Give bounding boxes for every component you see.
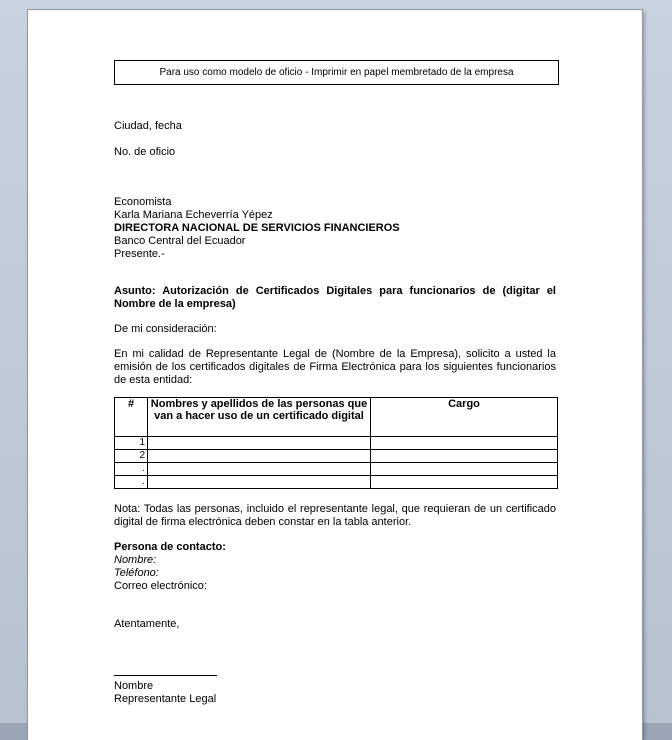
table-row — [115, 463, 558, 476]
recipient-title: Economista — [114, 196, 172, 208]
signature-role: Representante Legal — [114, 693, 217, 705]
office-number: No. de oficio — [114, 146, 176, 158]
recipient-institution: Banco Central del Ecuador — [114, 235, 246, 247]
table-row — [115, 450, 558, 463]
subject-line: Asunto: Autorización de Certificados Digitales para funcionarios de (digitar el Nombre de la empresa) — [114, 285, 556, 310]
table-cell-cargo[interactable] — [371, 437, 558, 450]
contact-email: Correo electrónico: — [114, 580, 207, 592]
table-cell-name[interactable] — [148, 463, 371, 476]
signature-name: Nombre — [114, 680, 154, 692]
table-cell-number[interactable]: 2 — [115, 450, 148, 463]
table-row — [115, 476, 558, 489]
table-row — [115, 437, 558, 450]
contact-heading: Persona de contacto: — [114, 541, 226, 553]
city-date: Ciudad, fecha — [114, 120, 182, 132]
recipient-name: Karla Mariana Echeverría Yépez — [114, 209, 273, 221]
template-banner: Para uso como modelo de oficio - Imprimir en papel membretado de la empresa — [114, 60, 559, 85]
closing: Atentamente, — [114, 618, 180, 630]
recipient-presente: Presente.- — [114, 248, 165, 260]
table-header-names: Nombres y apellidos de las personas que van a hacer uso de un certificado digital — [148, 398, 371, 437]
contact-name: Nombre: — [114, 554, 157, 566]
table-cell-cargo[interactable] — [371, 476, 558, 489]
table-cell-cargo[interactable] — [371, 463, 558, 476]
table-cell-number[interactable]: . — [115, 463, 148, 476]
table-cell-name[interactable] — [148, 437, 371, 450]
greeting: De mi consideración: — [114, 323, 217, 335]
table-cell-name[interactable] — [148, 476, 371, 489]
table-cell-number[interactable]: . — [115, 476, 148, 489]
officials-table — [114, 397, 558, 489]
contact-phone: Teléfono: — [114, 567, 159, 579]
table-header-number: # — [115, 398, 148, 437]
body-paragraph: En mi calidad de Representante Legal de (Nombre de la Empresa), solicito a usted la emisión de los certificados digitales de Firma Electrónica para los siguientes funcionarios de esta entidad: — [114, 348, 556, 386]
table-cell-name[interactable] — [148, 450, 371, 463]
document-page[interactable] — [28, 10, 642, 740]
table-cell-cargo[interactable] — [371, 450, 558, 463]
table-header-row — [115, 398, 558, 437]
recipient-role: DIRECTORA NACIONAL DE SERVICIOS FINANCIEROS — [114, 222, 400, 234]
table-cell-number[interactable]: 1 — [115, 437, 148, 450]
note-paragraph: Nota: Todas las personas, incluido el representante legal, que requieran de un certificado digital de firma electrónica deben constar en la tabla anterior. — [114, 503, 556, 528]
signature-line — [114, 675, 217, 676]
table-header-cargo: Cargo — [371, 398, 558, 437]
